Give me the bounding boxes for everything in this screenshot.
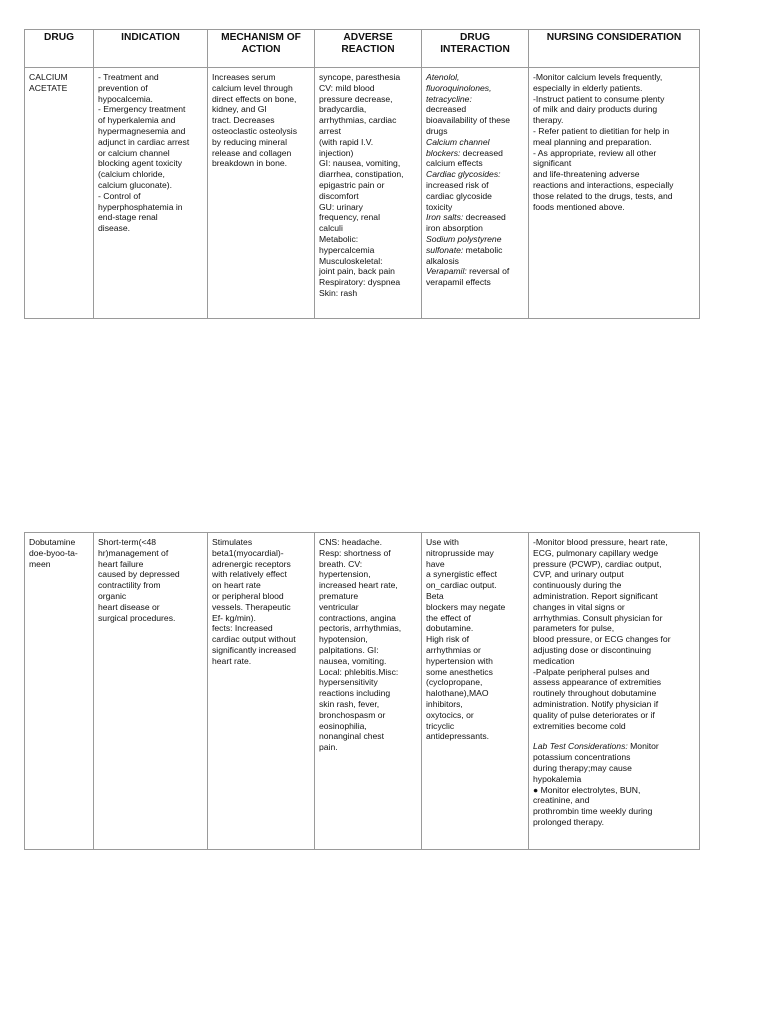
cell-line: -Instruct patient to consume plenty [533, 93, 665, 104]
drug-name-italic: blockers: [426, 147, 461, 158]
cell-line: alkalosis [426, 255, 459, 266]
cell-line: halothane),MAO [426, 688, 489, 699]
header-row [25, 30, 700, 68]
cell-line: surgical procedures. [98, 612, 176, 623]
cell-line: skin rash, fever, [319, 698, 380, 709]
lab-lines [533, 752, 695, 828]
cell-line: frequency, renal [319, 212, 380, 223]
table-row [25, 533, 700, 850]
nursing-lines [533, 537, 695, 731]
cell-line: - As appropriate, review all other [533, 147, 657, 158]
cell-line: dobutamine. [426, 623, 474, 634]
nursing-cell [529, 68, 700, 319]
adverse-cell [315, 533, 422, 850]
cell-line: ventricular [319, 601, 359, 612]
cell-line: hypokalemia [533, 773, 582, 784]
cell-line: on heart rate [212, 580, 261, 591]
cell-line: pain. [319, 742, 338, 753]
table-row [25, 68, 700, 319]
header-adverse: ADVERSE REACTION [315, 30, 422, 68]
cell-line: contractions, angina [319, 612, 396, 623]
cell-line: cardiac glycoside [426, 190, 492, 201]
cell-line: pressure (PCWP), cardiac output, [533, 558, 662, 569]
drug-name-italic: tetracycline: [426, 93, 472, 104]
cell-line: sulfonate: metabolic [426, 244, 503, 255]
cell-line: disease. [98, 223, 131, 234]
drug-name-italic: sulfonate: [426, 244, 464, 255]
cell-line: reactions and interactions, especially [533, 179, 674, 190]
cell-line: changes in vital signs or [533, 601, 625, 612]
header-interaction: DRUG INTERACTION [422, 30, 529, 68]
cell-line: toxicity [426, 201, 453, 212]
cell-line: of milk and dairy products during [533, 104, 658, 115]
cell-line: arrhythmias or [426, 644, 481, 655]
cell-line: blockers may negate [426, 601, 506, 612]
cell-line: beta1(myocardial)- [212, 547, 284, 558]
cell-line: -Palpate peripheral pulses and [533, 666, 650, 677]
cell-line: hyperphosphatemia in [98, 201, 183, 212]
cell-line: prothrombin time weekly during [533, 806, 653, 817]
dobutamine-table [24, 532, 700, 850]
cell-line: increased heart rate, [319, 580, 398, 591]
cell-line: organic [98, 590, 127, 601]
cell-line: extremities become cold [533, 720, 626, 731]
cell-line [426, 94, 524, 105]
cell-line: breakdown in bone. [212, 158, 288, 169]
cell-line [426, 83, 524, 94]
cell-line: direct effects on bone, [212, 93, 297, 104]
indication-cell [94, 68, 208, 319]
cell-line: Dobutamine [29, 537, 76, 547]
cell-line: palpitations. GI: [319, 644, 379, 655]
cell-line: Iron salts: decreased [426, 212, 506, 223]
interaction-cell [422, 533, 529, 850]
cell-line: Local: phlebitis.Misc: [319, 666, 399, 677]
drug-name-italic: Cardiac glycosides: [426, 169, 501, 180]
drug-cell [25, 68, 94, 319]
interaction-cell [422, 68, 529, 319]
drug-name-italic: Verapamil: [426, 266, 467, 277]
cell-line: Ef- kg/min). [212, 612, 256, 623]
cell-line: blockers: decreased [426, 147, 503, 158]
cell-line: administration. Notify physician if [533, 698, 659, 709]
cell-line: heart failure [98, 558, 144, 569]
cell-line: Musculoskeletal: [319, 255, 383, 266]
cell-line: prolonged therapy. [533, 816, 605, 827]
cell-line: meal planning and preparation. [533, 136, 652, 147]
cell-line: Verapamil: reversal of [426, 266, 510, 277]
cell-line: Stimulates [212, 537, 253, 547]
cell-line: calcium gluconate). [98, 179, 173, 190]
cell-line: Respiratory: dyspnea [319, 277, 401, 288]
cell-line: GU: urinary [319, 201, 363, 212]
cell-line: significantly increased [212, 644, 297, 655]
cell-line: breath. CV: [319, 558, 363, 569]
cell-line: iron absorption [426, 223, 483, 234]
cell-line: kidney, and GI [212, 104, 267, 115]
cell-line: drugs [426, 125, 448, 136]
cell-line: hypotension, [319, 634, 368, 645]
cell-line: epigastric pain or [319, 179, 385, 190]
cell-line: nonanginal chest [319, 731, 384, 742]
drug-name-italic: Calcium channel [426, 136, 490, 147]
cell-line: blocking agent toxicity [98, 158, 183, 169]
cell-line: - Refer patient to dietitian for help in [533, 125, 670, 136]
cell-line: diarrhea, constipation, [319, 169, 404, 180]
cell-line: arrhythmias. Consult physician for [533, 612, 663, 623]
cell-line: and life-threatening adverse [533, 169, 640, 180]
cell-line: oxytocics, or [426, 709, 474, 720]
cell-line: adrenergic receptors [212, 558, 291, 569]
cell-line: parameters for pulse, [533, 623, 615, 634]
cell-line: adjunct in cardiac arrest [98, 136, 190, 147]
cell-line: hypertension, [319, 569, 371, 580]
indication-cell [94, 533, 208, 850]
cell-line: Increases serum [212, 72, 276, 82]
cell-line: - Emergency treatment [98, 104, 186, 115]
cell-line: eosinophilia, [319, 720, 367, 731]
cell-line: quality of pulse deteriorates or if [533, 709, 655, 720]
calcium-acetate-table [24, 29, 700, 319]
cell-line: - Treatment and [98, 72, 159, 82]
cell-line: syncope, paresthesia [319, 72, 401, 82]
cell-line: - Control of [98, 190, 141, 201]
cell-line: release and collagen [212, 147, 292, 158]
nursing-cell [529, 533, 700, 850]
cell-line: injection) [319, 147, 354, 158]
cell-line: increased risk of [426, 179, 489, 190]
cell-line: Beta [426, 590, 444, 601]
cell-line: fects: Increased [212, 623, 273, 634]
cell-line: calcium effects [426, 158, 483, 169]
cell-line: end-stage renal [98, 212, 158, 223]
cell-line: CV: mild blood [319, 82, 375, 93]
cell-line: reactions including [319, 688, 391, 699]
cell-line: creatinine, and [533, 795, 590, 806]
cell-line: routinely throughout dobutamine [533, 688, 657, 699]
cell-line: nitroprusside may [426, 547, 494, 558]
cell-line: Use with [426, 537, 459, 547]
drug-cell [25, 533, 94, 850]
cell-line: arrest [319, 125, 341, 136]
cell-line: CNS: headache. [319, 537, 383, 547]
cell-line: CALCIUM [29, 72, 68, 82]
cell-line: (cyclopropane, [426, 677, 483, 688]
cell-line: of hyperkalemia and [98, 115, 176, 126]
lab-first: Monitor [627, 741, 659, 752]
lab-label: Lab Test Considerations: [533, 741, 628, 752]
cell-line: bioavailability of these [426, 115, 511, 126]
cell-line: joint pain, back pain [319, 266, 395, 277]
cell-line: -Monitor blood pressure, heart rate, [533, 537, 668, 547]
cell-line: Metabolic: [319, 233, 359, 244]
cell-line: Resp: shortness of [319, 547, 391, 558]
cell-line: (with rapid I.V. [319, 136, 374, 147]
cell-line: premature [319, 590, 359, 601]
cell-line: or peripheral blood [212, 590, 284, 601]
cell-line: potassium concentrations [533, 752, 631, 763]
lab-considerations [533, 741, 695, 827]
cell-line: hypercalcemia [319, 244, 375, 255]
cell-line: medication [533, 655, 575, 666]
cell-line: especially in elderly patients. [533, 82, 643, 93]
cell-line: calculi [319, 223, 343, 234]
mechanism-cell [208, 533, 315, 850]
cell-line: ECG, pulmonary capillary wedge [533, 547, 659, 558]
cell-line: Short-term(<48 [98, 537, 157, 547]
drug-name-italic: Iron salts: [426, 212, 464, 223]
cell-line: inhibitors, [426, 698, 463, 709]
cell-line: or calcium channel [98, 147, 170, 158]
cell-line: hypertension with [426, 655, 493, 666]
cell-line: some anesthetics [426, 666, 493, 677]
cell-line: -Monitor calcium levels frequently, [533, 72, 663, 82]
cell-line: have [426, 558, 445, 569]
cell-line [426, 234, 524, 245]
cell-line: caused by depressed [98, 569, 180, 580]
cell-line: tricyclic [426, 720, 455, 731]
cell-line: decreased [426, 104, 467, 115]
adverse-cell [315, 68, 422, 319]
mechanism-cell [208, 68, 315, 319]
cell-line: continuously during the [533, 580, 622, 591]
cell-line: tract. Decreases [212, 115, 275, 126]
cell-line: GI: nausea, vomiting, [319, 158, 401, 169]
cell-line [426, 72, 524, 83]
cell-line: vessels. Therapeutic [212, 601, 291, 612]
cell-line: (calcium chloride, [98, 169, 165, 180]
cell-line: arrhythmias, cardiac [319, 115, 397, 126]
drug-name-italic: Sodium polystyrene [426, 233, 502, 244]
cell-line: by reducing mineral [212, 136, 287, 147]
cell-line: contractility from [98, 580, 161, 591]
cell-line: blood pressure, or ECG changes for [533, 634, 671, 645]
header-nursing: NURSING CONSIDERATION [529, 30, 700, 68]
cell-line: meen [29, 558, 51, 569]
cell-line: hr)management of [98, 547, 169, 558]
cell-line: those related to the drugs, tests, and [533, 190, 673, 201]
cell-line: prevention of [98, 82, 148, 93]
cell-line: pectoris, arrhythmias, [319, 623, 402, 634]
cell-line: adjusting dose or discontinuing [533, 644, 652, 655]
cell-line [426, 169, 524, 180]
cell-line: a synergistic effect [426, 569, 498, 580]
cell-line: nausea, vomiting. [319, 655, 387, 666]
cell-line: hypocalcemia. [98, 93, 153, 104]
cell-line: significant [533, 158, 572, 169]
cell-line [426, 137, 524, 148]
cell-line: verapamil effects [426, 277, 491, 288]
cell-line: hypersensitivity [319, 677, 378, 688]
cell-line: assess appearance of extremities [533, 677, 662, 688]
drug-name-italic: Atenolol, [426, 72, 460, 82]
cell-line: antidepressants. [426, 731, 490, 742]
cell-line: cardiac output without [212, 634, 296, 645]
cell-line: the effect of [426, 612, 471, 623]
cell-line: pressure decrease, [319, 93, 393, 104]
cell-line: hypermagnesemia and [98, 125, 186, 136]
cell-line: bronchospasm or [319, 709, 386, 720]
cell-line: during therapy;may cause [533, 762, 632, 773]
cell-line: with relatively effect [212, 569, 287, 580]
cell-line: on_cardiac output. [426, 580, 497, 591]
header-drug: DRUG [25, 30, 94, 68]
cell-line: heart rate. [212, 655, 252, 666]
cell-line: Skin: rash [319, 287, 358, 298]
cell-line: discomfort [319, 190, 359, 201]
cell-line: osteoclastic osteolysis [212, 125, 298, 136]
cell-line: bradycardia, [319, 104, 367, 115]
cell-line: High risk of [426, 634, 469, 645]
cell-line: calcium level through [212, 82, 293, 93]
header-mechanism: MECHANISM OF ACTION [208, 30, 315, 68]
cell-line: administration. Report significant [533, 590, 658, 601]
cell-line: therapy. [533, 115, 564, 126]
drug-name-italic: fluoroquinolones, [426, 82, 492, 93]
cell-line: foods mentioned above. [533, 201, 625, 212]
cell-line: ACETATE [29, 82, 68, 93]
cell-line: CVP, and urinary output [533, 569, 624, 580]
header-indication: INDICATION [94, 30, 208, 68]
cell-line: ● Monitor electrolytes, BUN, [533, 784, 641, 795]
cell-line: heart disease or [98, 601, 160, 612]
cell-line: doe-byoo-ta- [29, 547, 78, 558]
